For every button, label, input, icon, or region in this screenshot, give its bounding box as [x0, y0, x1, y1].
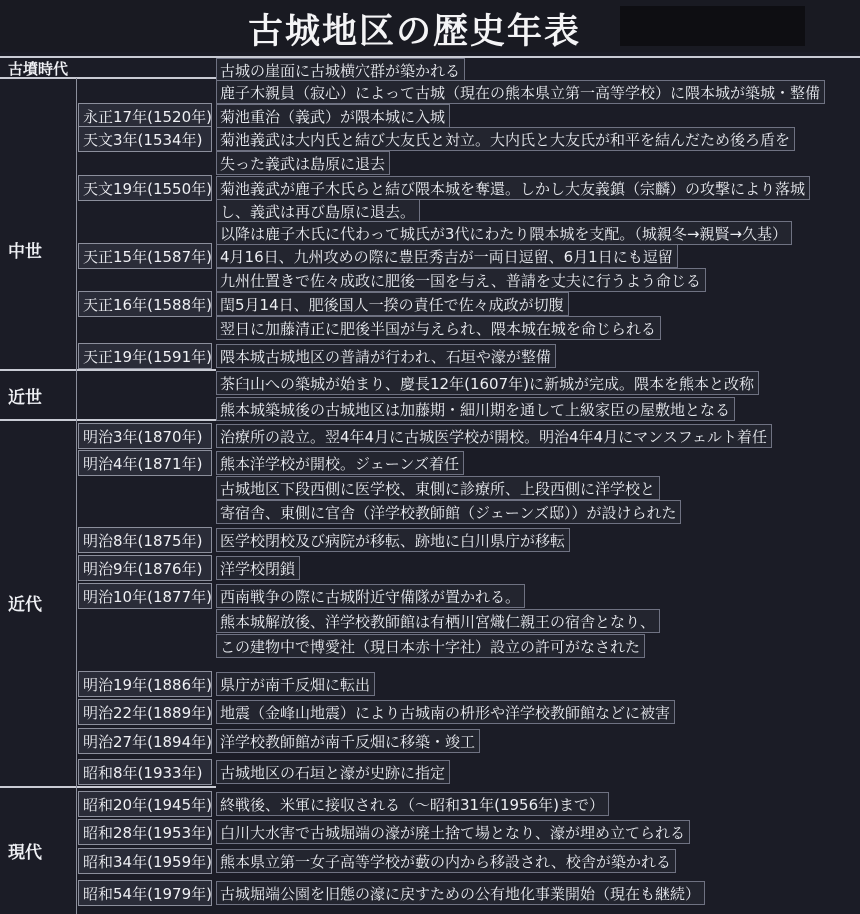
- event-text: 古城地区下段西側に医学校、東側に診療所、上段西側に洋学校と: [216, 476, 660, 500]
- year-cell: 天正15年(1587年): [78, 243, 212, 269]
- era-label: 現代: [8, 843, 42, 863]
- year-cell: 天正16年(1588年): [78, 291, 212, 317]
- event-text: 県庁が南千反畑に転出: [216, 672, 375, 696]
- event-text: 茶臼山への築城が始まり、慶長12年(1607年)に新城が完成。隈本を熊本と改称: [216, 371, 759, 395]
- event-text: 鹿子木親員（寂心）によって古城（現在の熊本県立第一高等学校）に隈本城が築城・整備: [216, 80, 825, 104]
- year-cell: 天文19年(1550年): [78, 175, 212, 201]
- era-divider: [0, 419, 216, 421]
- event-text: 熊本洋学校が開校。ジェーンズ着任: [216, 451, 464, 475]
- event-text: 熊本県立第一女子高等学校が藪の内から移設され、校舎が築かれる: [216, 849, 676, 873]
- event-text: 菊池義武は大内氏と結び大友氏と対立。大内氏と大友氏が和平を結んだため後ろ盾を: [216, 127, 795, 151]
- event-text: 西南戦争の際に古城附近守備隊が置かれる。: [216, 584, 525, 608]
- event-text: 洋学校閉鎖: [216, 556, 300, 580]
- event-text: 熊本城築城後の古城地区は加藤期・細川期を通して上級家臣の屋敷地となる: [216, 397, 735, 421]
- event-text: 熊本城解放後、洋学校教師館は有栖川宮熾仁親王の宿舎となり、: [216, 609, 660, 633]
- event-text: この建物中で博愛社（現日本赤十字社）設立の許可がなされた: [216, 634, 645, 658]
- event-text: 古城地区の石垣と濠が史跡に指定: [216, 760, 450, 784]
- year-cell: 明治22年(1889年): [78, 699, 212, 725]
- event-text: 終戦後、米軍に接収される（～昭和31年(1956年)まで）: [216, 792, 609, 816]
- event-text: 隈本城古城地区の普請が行われ、石垣や濠が整備: [216, 344, 556, 368]
- year-cell: 明治9年(1876年): [78, 555, 212, 581]
- year-cell: 明治8年(1875年): [78, 527, 212, 553]
- event-text: 九州仕置きで佐々成政に肥後一国を与え、普請を丈夫に行うよう命じる: [216, 268, 706, 292]
- year-cell: 明治27年(1894年): [78, 728, 212, 754]
- event-text: 以降は鹿子木氏に代わって城氏が3代にわたり隈本城を支配。（城親冬→親賢→久基）: [216, 221, 792, 245]
- year-cell: 昭和8年(1933年): [78, 759, 212, 785]
- event-text: 寄宿舎、東側に官舎（洋学校教師館（ジェーンズ邸））が設けられた: [216, 500, 681, 524]
- era-gendai: [0, 838, 76, 862]
- era-label: 近世: [8, 388, 42, 408]
- event-text: 治療所の設立。翌4年4月に古城医学校が開校。明治4年4月にマンスフェルト着任: [216, 424, 772, 448]
- year-cell: 昭和34年(1959年): [78, 848, 212, 874]
- event-text: 地震（金峰山地震）により古城南の枡形や洋学校教師館などに被害: [216, 700, 675, 724]
- era-column-border: [76, 78, 77, 914]
- year-cell: 天文3年(1534年): [78, 126, 212, 152]
- event-text: 洋学校教師館が南千反畑に移築・竣工: [216, 729, 480, 753]
- event-text: 古城堀端公園を旧態の濠に戻すための公有地化事業開始（現在も継続）: [216, 881, 705, 905]
- year-cell: 昭和20年(1945年): [78, 791, 212, 817]
- era-label: 中世: [8, 242, 42, 262]
- event-text: 失った義武は島原に退去: [216, 151, 390, 175]
- year-cell: 明治4年(1871年): [78, 450, 212, 476]
- event-text: し、義武は再び島原に退去。: [216, 199, 420, 223]
- event-text: 閏5月14日、肥後国人一揆の責任で佐々成政が切腹: [216, 292, 569, 316]
- era-chusei: [0, 237, 76, 261]
- year-cell: 明治10年(1877年): [78, 583, 212, 609]
- year-cell: 明治19年(1886年): [78, 671, 212, 697]
- year-cell: 永正17年(1520年): [78, 103, 212, 129]
- event-text: 菊池義武が鹿子木氏らと結び隈本城を奪還。しかし大友義鎮（宗麟）の攻撃により落城: [216, 176, 810, 200]
- year-cell: 昭和28年(1953年): [78, 819, 212, 845]
- event-text: 4月16日、九州攻めの際に豊臣秀吉が一両日逗留、6月1日にも逗留: [216, 244, 678, 268]
- era-kindai: [0, 590, 76, 614]
- event-text: 白川大水害で古城堀端の濠が廃土捨て場となり、濠が埋め立てられる: [216, 820, 690, 844]
- era-label: 古墳時代: [8, 60, 69, 78]
- era-kinsei: [0, 383, 76, 407]
- year-cell: 明治3年(1870年): [78, 423, 212, 449]
- year-cell: 昭和54年(1979年): [78, 880, 212, 906]
- redacted-area: [620, 6, 805, 46]
- era-label: 近代: [8, 595, 42, 615]
- era-divider: [0, 786, 216, 788]
- event-text: 古城の崖面に古城横穴群が築かれる: [216, 58, 465, 82]
- page-title: 古城地区の歴史年表: [248, 12, 582, 52]
- era-kofun: [0, 58, 76, 78]
- event-text: 医学校閉校及び病院が移転、跡地に白川県庁が移転: [216, 528, 570, 552]
- event-text: 菊池重治（義武）が隈本城に入城: [216, 104, 450, 128]
- year-cell: 天正19年(1591年): [78, 343, 212, 369]
- event-text: 翌日に加藤清正に肥後半国が与えられ、隈本城在城を命じられる: [216, 316, 661, 340]
